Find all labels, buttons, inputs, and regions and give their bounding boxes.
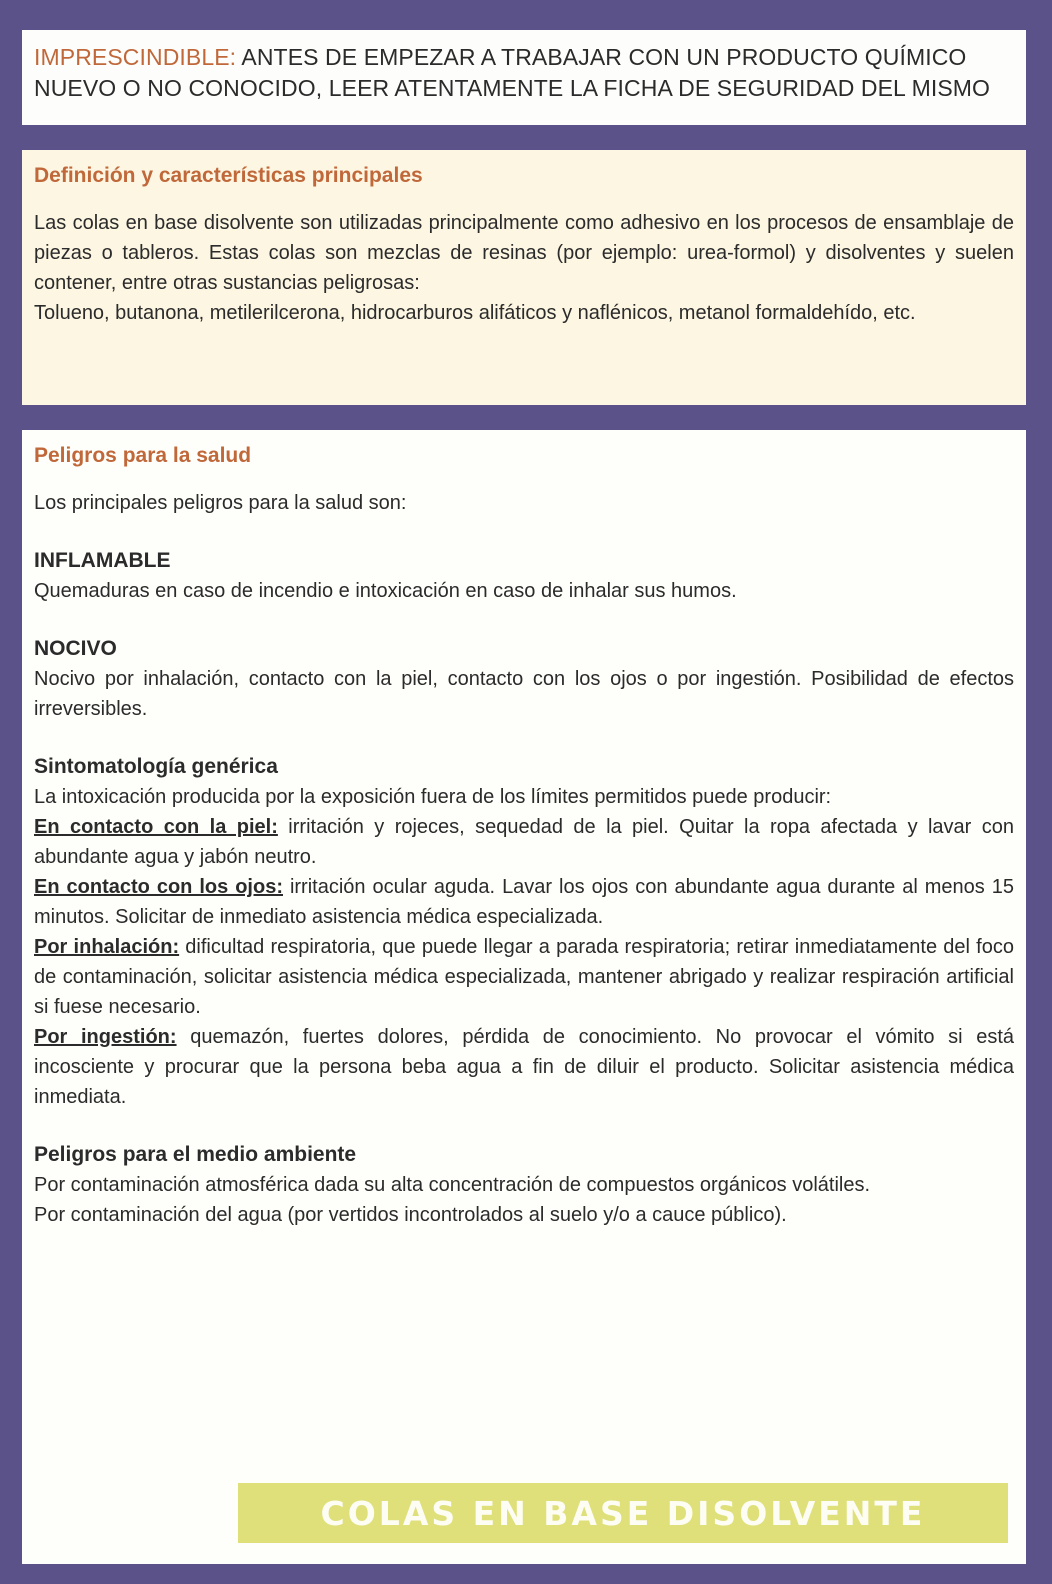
definition-section bbox=[22, 150, 1026, 405]
notice-message: ANTES DE EMPEZAR A TRABAJAR CON UN PRODUCTO QUÍMICO NUEVO O NO CONOCIDO, LEER ATENTAMENTE LA FICHA DE SEGURIDAD DEL MISMO bbox=[34, 44, 991, 101]
notice-label: IMPRESCINDIBLE: bbox=[34, 44, 237, 70]
health-heading: Peligros para la salud bbox=[34, 444, 252, 467]
definition-paragraph: Las colas en base disolvente son utilizadas principalmente como adhesivo en los procesos de ensamblaje de piezas o tableros. Estas colas son mezclas de resinas (por ejemplo: urea-formol) y disolventes y suelen contener, entre otras sustancias peligrosas: bbox=[34, 212, 1014, 294]
environment-line-2: Por contaminación del agua (por vertidos incontrolados al suelo y/o a cauce público). bbox=[34, 1204, 787, 1226]
footer-title: COLAS EN BASE DISOLVENTE bbox=[238, 1483, 1008, 1543]
health-section bbox=[22, 430, 1026, 1564]
notice-text bbox=[34, 42, 1014, 104]
skin-label: En contacto con la piel: bbox=[34, 816, 278, 838]
definition-heading: Definición y características principales bbox=[34, 164, 423, 187]
environment-line-1: Por contaminación atmosférica dada su alta concentración de compuestos orgánicos volátiles. bbox=[34, 1174, 871, 1196]
notice-box bbox=[22, 30, 1026, 125]
ingestion-text: quemazón, fuertes dolores, pérdida de conocimiento. No provocar el vómito si está incosciente y procurar que la persona beba agua a fin de diluir el producto. Solicitar asistencia médica inmediata. bbox=[34, 1026, 1015, 1108]
skin-contact bbox=[34, 812, 1014, 872]
definition-substances: Tolueno, butanona, metilerilcerona, hidrocarburos alifáticos y naflénicos, metanol formaldehído, etc. bbox=[34, 302, 916, 324]
inhalation bbox=[34, 932, 1014, 1022]
symptoms-title: Sintomatología genérica bbox=[34, 755, 278, 778]
inflamable-text: Quemaduras en caso de incendio e intoxicación en caso de inhalar sus humos. bbox=[34, 580, 737, 602]
inflamable-title: INFLAMABLE bbox=[34, 549, 171, 572]
symptoms-intro: La intoxicación producida por la exposición fuera de los límites permitidos puede producir: bbox=[34, 786, 832, 808]
ingestion-label: Por ingestión: bbox=[34, 1026, 177, 1048]
nocivo-text: Nocivo por inhalación, contacto con la piel, contacto con los ojos o por ingestión. Posibilidad de efectos irreversibles. bbox=[34, 668, 1014, 720]
eye-contact bbox=[34, 872, 1014, 932]
skin-text: irritación y rojeces, sequedad de la piel. Quitar la ropa afectada y lavar con abundante agua y jabón neutro. bbox=[34, 816, 1014, 868]
eyes-text: irritación ocular aguda. Lavar los ojos con abundante agua durante al menos 15 minutos. Solicitar de inmediato asistencia médica especializada. bbox=[34, 876, 1014, 928]
environment-title: Peligros para el medio ambiente bbox=[34, 1143, 357, 1166]
health-intro: Los principales peligros para la salud son: bbox=[34, 492, 407, 514]
inhalation-text: dificultad respiratoria, que puede llegar a parada respiratoria; retirar inmediatamente del foco de contaminación, solicitar asistencia médica especializada, mantener abrigado y realizar respiración artificial si fuese necesario. bbox=[34, 936, 1014, 1018]
nocivo-title: NOCIVO bbox=[34, 637, 117, 660]
inhalation-label: Por inhalación: bbox=[34, 936, 180, 958]
eyes-label: En contacto con los ojos: bbox=[34, 876, 283, 898]
ingestion bbox=[34, 1022, 1014, 1112]
